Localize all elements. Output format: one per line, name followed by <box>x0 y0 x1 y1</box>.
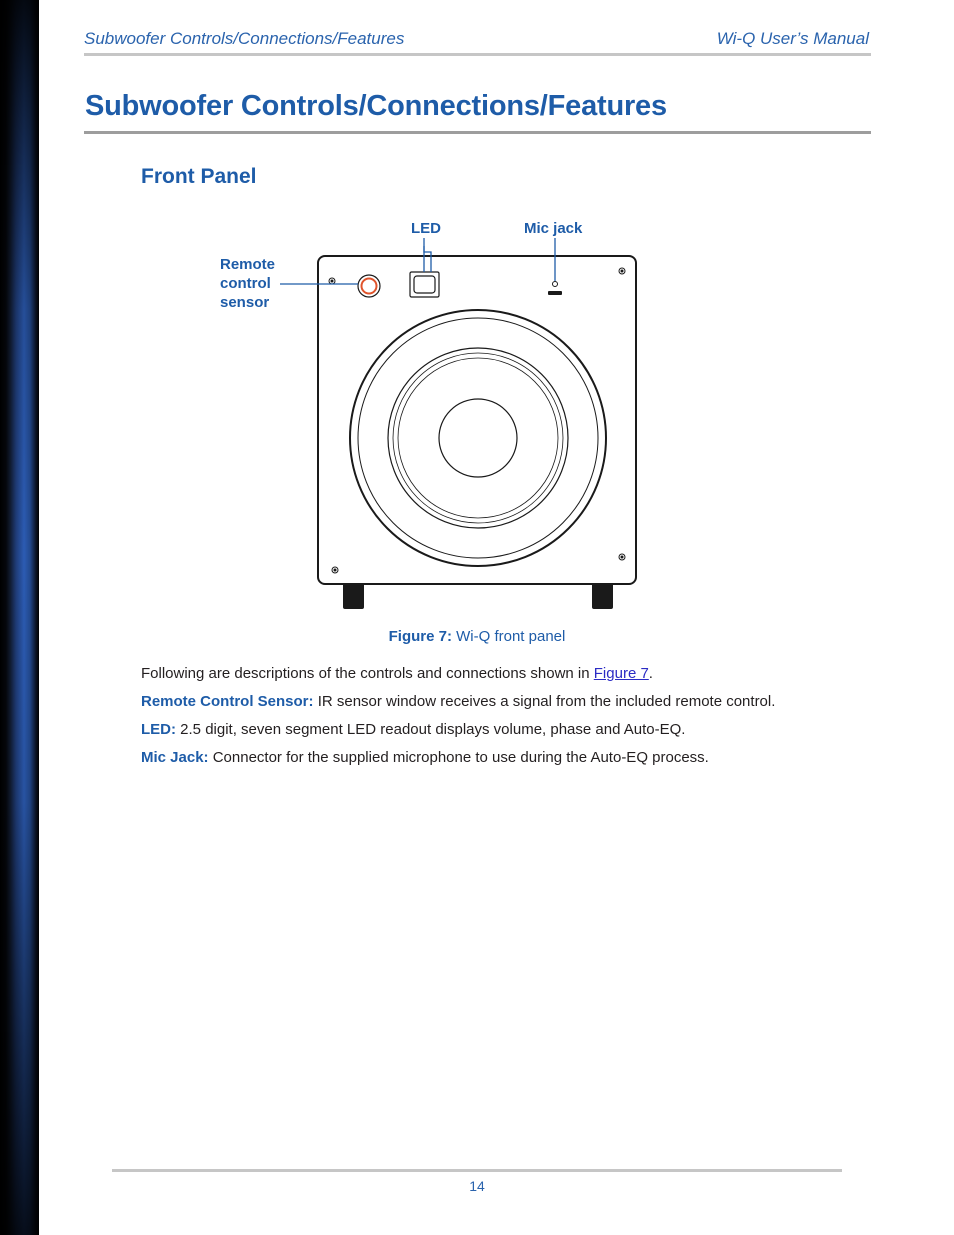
remote-sensor-description <box>141 693 775 710</box>
led-desc: 2.5 digit, seven segment LED readout displays volume, phase and Auto-EQ. <box>180 721 686 738</box>
woofer-driver <box>350 310 606 566</box>
mic-jack-desc: Connector for the supplied microphone to use during the Auto-EQ process. <box>212 749 709 766</box>
led-callout-label: LED <box>411 220 441 237</box>
corner-screws <box>329 268 625 573</box>
mic-jack-term: Mic Jack: <box>141 749 209 766</box>
led-term: LED: <box>141 721 176 738</box>
remote-sensor-callout-label <box>220 255 275 312</box>
page-spine-decoration <box>0 0 39 1235</box>
mic-jack-callout-label: Mic jack <box>524 220 583 237</box>
figure-caption-label: Figure 7: <box>388 628 452 645</box>
intro-text: Following are descriptions of the controls and connections shown in <box>141 665 590 682</box>
header-divider <box>84 53 871 56</box>
callout-leaders <box>280 238 555 284</box>
led-display <box>410 272 439 297</box>
cabinet-outline <box>318 256 636 584</box>
page-number: 14 <box>469 1178 485 1194</box>
section-title: Front Panel <box>141 165 257 188</box>
running-header-manual: Wi-Q User’s Manual <box>716 29 869 48</box>
running-header-section: Subwoofer Controls/Connections/Features <box>84 29 405 48</box>
left-foot <box>343 582 364 609</box>
remote-sensor-desc: IR sensor window receives a signal from the included remote control. <box>317 693 776 710</box>
remote-callout-line3: sensor <box>220 294 270 311</box>
remote-callout-line1: Remote <box>220 256 276 273</box>
led-description <box>141 721 685 738</box>
figure-7-link[interactable]: Figure 7 <box>593 665 649 682</box>
remote-sensor <box>358 275 380 297</box>
page-title: Subwoofer Controls/Connections/Features <box>85 90 667 122</box>
figure-caption <box>0 628 954 645</box>
mic-jack-description <box>141 749 709 766</box>
remote-callout-line2: control <box>220 275 271 292</box>
footer-divider <box>112 1169 842 1172</box>
figure-caption-text: Wi-Q front panel <box>456 628 566 645</box>
right-foot <box>592 582 613 609</box>
intro-end: . <box>648 665 653 682</box>
title-divider <box>84 131 871 134</box>
intro-paragraph <box>141 665 653 682</box>
remote-sensor-term: Remote Control Sensor: <box>141 693 314 710</box>
mic-jack <box>548 282 562 296</box>
